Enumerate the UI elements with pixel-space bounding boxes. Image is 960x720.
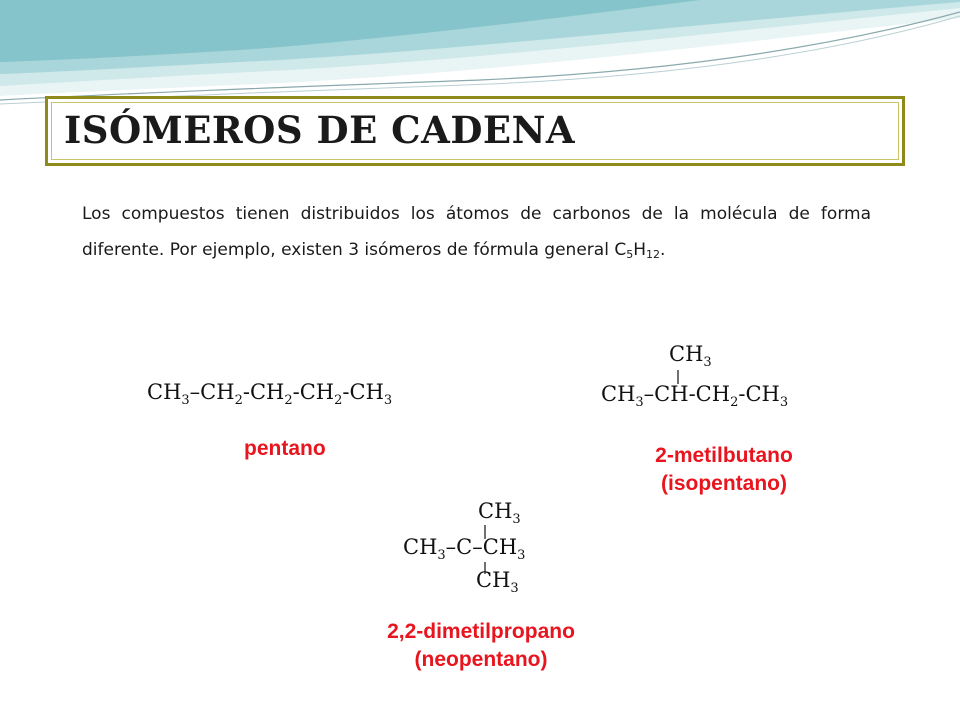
neopentano-common-name: (neopentano) [414,648,548,671]
body-text-after: . [660,240,666,260]
pentano-formula: $CH_3-CH_2-CH_2-CH_2-CH_3$ [147,380,393,408]
pentano-label: pentano [244,437,326,460]
slide-title: ISÓMEROS DE CADENA [64,108,576,152]
isopentano-branch: $CH_3$ [669,342,712,370]
isopentano-common-name: (isopentano) [661,472,787,495]
body-text-before: Los compuestos tienen distribuidos los átomos de carbonos de la molécula de forma diferente. Por ejemplo, existen 3 isómeros de fórmula general C [82,204,871,260]
neopentano-label [354,618,608,674]
body-subscript-h: 12 [646,248,660,261]
isopentano-label [624,442,824,498]
body-paragraph [82,196,871,268]
title-box [45,96,905,166]
body-text-mid: H [633,240,646,260]
body-subscript-c: 5 [626,248,634,261]
neopentano-name: 2,2-dimetilpropano [387,620,575,643]
neopentano-branch-top: $CH_3$ [478,499,521,527]
isopentano-name: 2-metilbutano [655,444,793,467]
neopentano-branch-bottom: $CH_3$ [476,568,519,596]
isopentano-formula: $CH_3-CH-CH_2-CH_3$ [601,382,789,410]
neopentano-formula: $CH_3-C-CH_3$ [403,535,526,563]
